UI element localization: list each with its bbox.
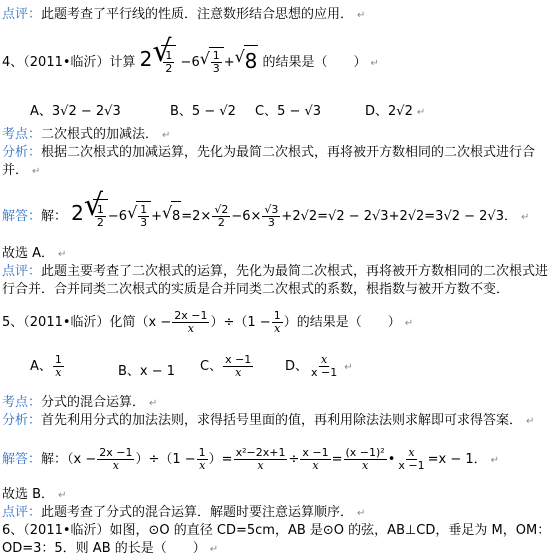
q4-jieda-result: =√2 − 2√3+2√2=3√2 − 2√3． <box>317 209 517 224</box>
q4-option-c: C、5 − √3 <box>255 104 322 119</box>
q4-answer: 故选 A． ↵ <box>2 246 67 261</box>
q4-expr-2: −6 √ $\frac{1}{3}$ +√ 8 <box>181 55 259 70</box>
q5-option-a: A、 $\frac{1}{x}$ <box>30 353 62 379</box>
return-mark-icon: ↵ <box>370 58 379 69</box>
comment-tag: 点评： <box>2 7 42 22</box>
return-mark-icon: ↵ <box>357 10 366 21</box>
q5-comment: 点评：此题考查了分式的混合运算．解题时要注意运算顺序． ↵ <box>2 505 366 520</box>
q5-option-c: C、 $\frac{x -1}{x}$ <box>200 353 252 379</box>
q5-answer: 故选 B． ↵ <box>2 487 67 502</box>
q4-fenxi: 分析：根据二次根式的加减运算，先化为最简二次根式，再将被开方数相同的二次根式进行合并． ↵ <box>2 145 536 178</box>
q5-kaodian: 考点：分式的混合运算． ↵ <box>2 395 158 410</box>
q6-line1: 6、（2011•临沂）如图，⊙O 的直径 CD=5cm，AB 是⊙O 的弦，AB⊥CD，垂足为 M，OM： <box>2 523 551 538</box>
q3-comment <box>2 6 365 25</box>
q4-suffix: 的结果是（ ） <box>262 55 367 70</box>
q6-line2: OD=3：5．则 AB 的长是（ ） ↵ <box>2 541 219 556</box>
q4-kaodian: 考点：二次根式的加减法． ↵ <box>2 127 171 142</box>
q4-option-b: B、5 − √2 <box>170 104 236 119</box>
q4-expr: 2 √ $\frac{1}{2}$ <box>140 47 177 71</box>
q4-option-a: A、3√2 − 2√3 <box>30 104 121 119</box>
q4-stem <box>2 44 379 80</box>
q5-jieda: 解答：解：（x − $\frac{2x -1}{x}$ ）÷（1 − $\frac{1}{x}$ ）= $\frac{\text{x²−2x+1}}{x}$ ÷ $\frac{x -1}{x}$ = $\frac{\text{(x −1)²}}{x}$ • $\frac{x}{x -1}$ =x − 1． ↵ <box>2 446 500 472</box>
q5-option-d: D、 $\frac{x}{x -1}$ ↵ <box>285 353 353 379</box>
comment-text: 此题考查了平行线的性质．注意数形结合思想的应用． <box>41 7 354 22</box>
q4-prefix: 4、（2011•临沂）计算 <box>2 55 136 70</box>
q4-comment: 点评：此题主要考查了二次根式的运算，先化为最简二次根式，再将被开方数相同的二次根式进行合并．合并同类二次根式的实质是合并同类二次根式的系数，根指数与被开方数不变． <box>2 264 549 297</box>
q4-jieda: 解答：解： 2 √ $\frac{1}{2}$ −6 √ $\frac{1}{3}$ +√ 8=2× $\frac{√2}{2}$ −6× $\frac{√3}{3}$ +2√2=√2 − 2√3+2√2=3√2 − 2√3． ↵ <box>2 198 529 233</box>
q4-option-d: D、2√2 ↵ <box>365 104 426 119</box>
q5-fenxi: 分析：首先利用分式的加法法则，求得括号里面的值，再利用除法法则求解即可求得答案． ↵ <box>2 413 535 428</box>
q5-option-b: B、x − 1 <box>118 364 176 379</box>
q5-stem: 5、（2011•临沂）化简（x − $\frac{2x -1}{x}$ ）÷（1 − $\frac{1}{x}$ ）的结果是（ ） ↵ <box>2 309 414 335</box>
